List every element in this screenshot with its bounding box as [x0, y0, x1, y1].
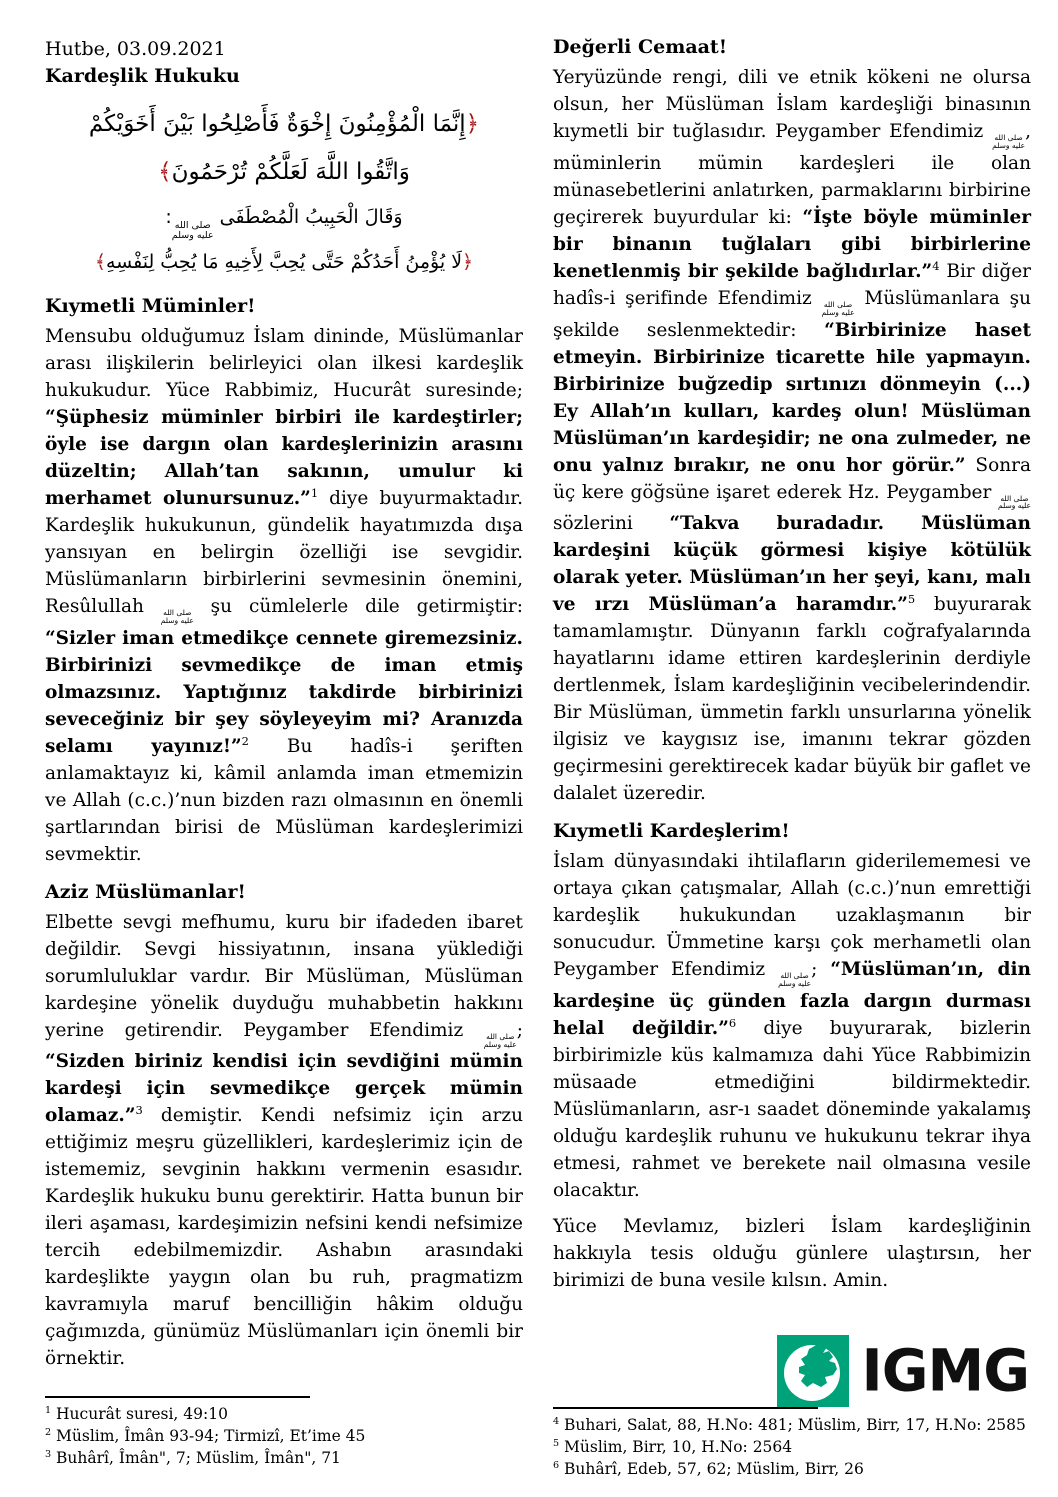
left-footnotes — [45, 1396, 523, 1469]
arabic-line: وَاتَّقُوا اللَّهَ لَعَلَّكُمْ تُرْحَمُونَ﴾ — [158, 159, 410, 185]
paragraph: İslam dünyasındaki ihtilafların giderilememesi ve ortaya çıkan çatışmalar, Allah (c.c.)’nun emrettiği kardeşlik hukukundan uzaklaşmanın bir sonucudur. Ümmetine karşı çok merhametli olan Peygamber Efendimiz صلى الله عليه وسلم ; “Müslüman’ın, din kardeşine üç günden fazla dargın durması helal değildir.”$^6$ diye buyurarak, bizlerin birbirimizle küs kalmamıza dahi Yüce Rabbimizin müsaade etmediğini bildirmektedir. Müslümanların, asr-ı saadet döneminde yakalamış olduğu kardeşlik ruhunu ve hukukunu tekrar ihya etmesi, rahmet ve berekete nail olmasına vesile olacaktır. — [553, 851, 1031, 1201]
footnote-separator — [45, 1396, 310, 1398]
igmg-logo-icon — [777, 1335, 849, 1407]
section-heading: Kıymetli Kardeşlerim! — [553, 820, 790, 843]
section-heading: Kıymetli Müminler! — [45, 294, 256, 317]
pbuh-symbol: صلى الله عليه وسلم — [992, 133, 1026, 150]
left-sections — [45, 295, 523, 1382]
arabic-line: ﴿إِنَّمَا الْمُؤْمِنُونَ إِخْوَةٌ فَأَصْلِحُوا بَيْنَ أَخَوَيْكُمْ — [88, 111, 480, 137]
footnote: $^4$ Buhari, Salat, 88, H.No: 481; Müslim, Birr, 17, H.No: 2585 — [553, 1415, 1026, 1434]
paragraph: Yeryüzünde rengi, dili ve etnik kökeni ne olursa olsun, her Müslüman İslam kardeşliği binasının kıymetli bir tuğlasıdır. Peygamber Efendimiz صلى الله عليه وسلم , müminlerin mümin kardeşleri ile olan münasebetlerini anlatırken, parmaklarını birbirine geçirerek buyurdular ki: “İşte böyle müminler bir binanın tuğlaları gibi birbirlerine kenetlenmiş bir şekilde bağlıdırlar.”$^4$ Bir diğer hadîs-i şerifinde Efendimiz صلى الله عليه وسلم Müslümanlara şu şekilde seslenmektedir: “Birbirinize haset etmeyin. Birbirinize ticarette hile yapmayın. Birbirinize buğzedip sırtınızı dönmeyin (...) Ey Allah’ın kulları, kardeş olun! Müslüman Müslüman’ın kardeşidir; ne ona zulmeder, ne onu yalnız bırakır, ne onu hor görür.” Sonra üç kere göğsüne işaret ederek Hz. Peygamber صلى الله عليه وسلم sözlerini “Takva buradadır. Müslüman kardeşini küçük görmesi kişiye kötülük olarak yeter. Müslüman’ın her şeyi, kanı, malı ve ırzı Müslüman’a haramdır.”$^5$ buyurarak tamamlamıştır. Dünyanın farklı coğrafyalarında hayatlarını idame ettiren kardeşlerinin derdiyle dertlenmek, İslam kardeşliğinin vecibelerindendir. Bir Müslüman, ümmetin farklı unsurlarına yönelik ilgisiz ve kaygısız ise, imanını tekrar gözden geçirmesini gerektirecek kadar büyük bir gaflet ve dalalet üzeredir. — [553, 67, 1032, 805]
paragraph: Yüce Mevlamız, bizleri İslam kardeşliğinin hakkıyla tesis olduğu günlere ulaştırsın, her birimizi de buna vesile kılsın. Amin. — [553, 1216, 1031, 1291]
footnote: $^3$ Buhârî, Îmân", 7; Müslim, Îmân", 71 — [45, 1448, 341, 1467]
pbuh-symbol: صلى الله عليه وسلم — [778, 971, 812, 989]
footnote: $^5$ Müslim, Birr, 10, H.No: 2564 — [553, 1437, 793, 1456]
section-heading: Aziz Müslümanlar! — [45, 880, 246, 903]
left-column — [45, 36, 523, 1469]
right-sections — [553, 36, 1031, 1303]
right-column — [553, 36, 1032, 1478]
pbuh-symbol: صلى الله عليه وسلم — [483, 1031, 517, 1049]
igmg-wordmark: IGMG — [861, 1336, 1029, 1405]
document-title: Kardeşlik Hukuku — [45, 65, 240, 87]
pbuh-symbol: صلى الله عليه وسلم — [821, 299, 855, 317]
pbuh-symbol: صلى الله عليه وسلم — [997, 493, 1031, 511]
footnote: $^1$ Hucurât suresi, 49:10 — [45, 1404, 228, 1423]
pbuh-symbol: صلى الله عليه وسلم — [160, 607, 194, 625]
pbuh-symbol: صلى الله عليه وسلم — [171, 220, 214, 241]
igmg-logo — [777, 1335, 1031, 1407]
right-footnotes — [553, 1407, 1031, 1480]
paragraph: Mensubu olduğumuz İslam dininde, Müslümanlar arası ilişkilerin belirleyici olan ilkesi kardeşlik hukukudur. Yüce Rabbimiz, Hucurât suresinde; “Şüphesiz müminler birbiri ile kardeştirler; öyle ise dargın olan kardeşlerinizin arasını düzeltin; Allah’tan sakının, umulur ki merhamet olunursunuz.”$^1$ diye buyurmaktadır. Kardeşlik hukukunun, gündelik hayatımızda dışa yansıyan en belirgin özelliği ise sevgidir. Müslümanların birbirlerini sevmesinin önemini, Resûlullah صلى الله عليه وسلم şu cümlelerle dile getirmiştir: “Sizler iman etmedikçe cennete giremezsiniz. Birbirinizi sevmedikçe de iman etmiş olmazsınız. Yaptığınız takdirde birbirinizi seveceğiniz bir şey söyleyeyim mi? Aranızda selamı yayınız!”$^2$ Bu hadîs-i şeriften anlamaktayız ki, kâmil anlamda iman etmemizin ve Allah (c.c.)’nun bizden razı olmasının en önemli şartlarından birisi de Müslüman kardeşlerimizi sevmektir. — [45, 325, 523, 865]
arabic-line: وَقَالَ الْحَبِيبُ الْمُصْطَفَى صلى الله عليه وسلم : — [165, 206, 403, 241]
paragraph: Elbette sevgi mefhumu, kuru bir ifadeden ibaret değildir. Sevgi hissiyatının, insana yüklediği sorumluluklar vardır. Bir Müslüman, Müslüman kardeşine yönelik duyduğu muhabbetin hakkını yerine getirendir. Peygamber Efendimiz صلى الله عليه وسلم ; “Sizden biriniz kendisi için sevdiğini mümin kardeşi için sevmedikçe gerçek mümin olamaz.”$^3$ demiştir. Kendi nefsimiz için arzu ettiğimiz meşru güzellikleri, kardeşlerimiz için de istememiz, sevginin hakkını vermenin esasıdır. Kardeşlik hukuku bunu gerektirir. Hatta bunun bir ileri aşaması, kardeşimizin nefsini kendi nefsimize tercih edebilmemizdir. Ashabın arasındaki kardeşlikte yaygın olan bu ruh, pragmatizm kavramıyla maruf bencilliğin hâkim olduğu çağımızda, günümüz Müslümanları için önemli bir örnektir. — [45, 911, 523, 1370]
footnote-separator — [553, 1407, 818, 1409]
document-header — [45, 36, 523, 90]
arabic-quote-block — [45, 100, 523, 283]
arabic-line: ﴿لَا يُؤْمِنُ أَحَدُكُمْ حَتَّى يُحِبَّ لِأَخِيهِ مَا يُحِبُّ لِنَفْسِهِ﴾ — [94, 250, 474, 273]
footnote: $^6$ Buhârî, Edeb, 57, 62; Müslim, Birr, 26 — [553, 1459, 864, 1478]
section-heading: Değerli Cemaat! — [553, 36, 728, 58]
footnote: $^2$ Müslim, Îmân 93-94; Tirmizî, Et’ime 45 — [45, 1426, 366, 1445]
document-date: Hutbe, 03.09.2021 — [45, 38, 226, 60]
